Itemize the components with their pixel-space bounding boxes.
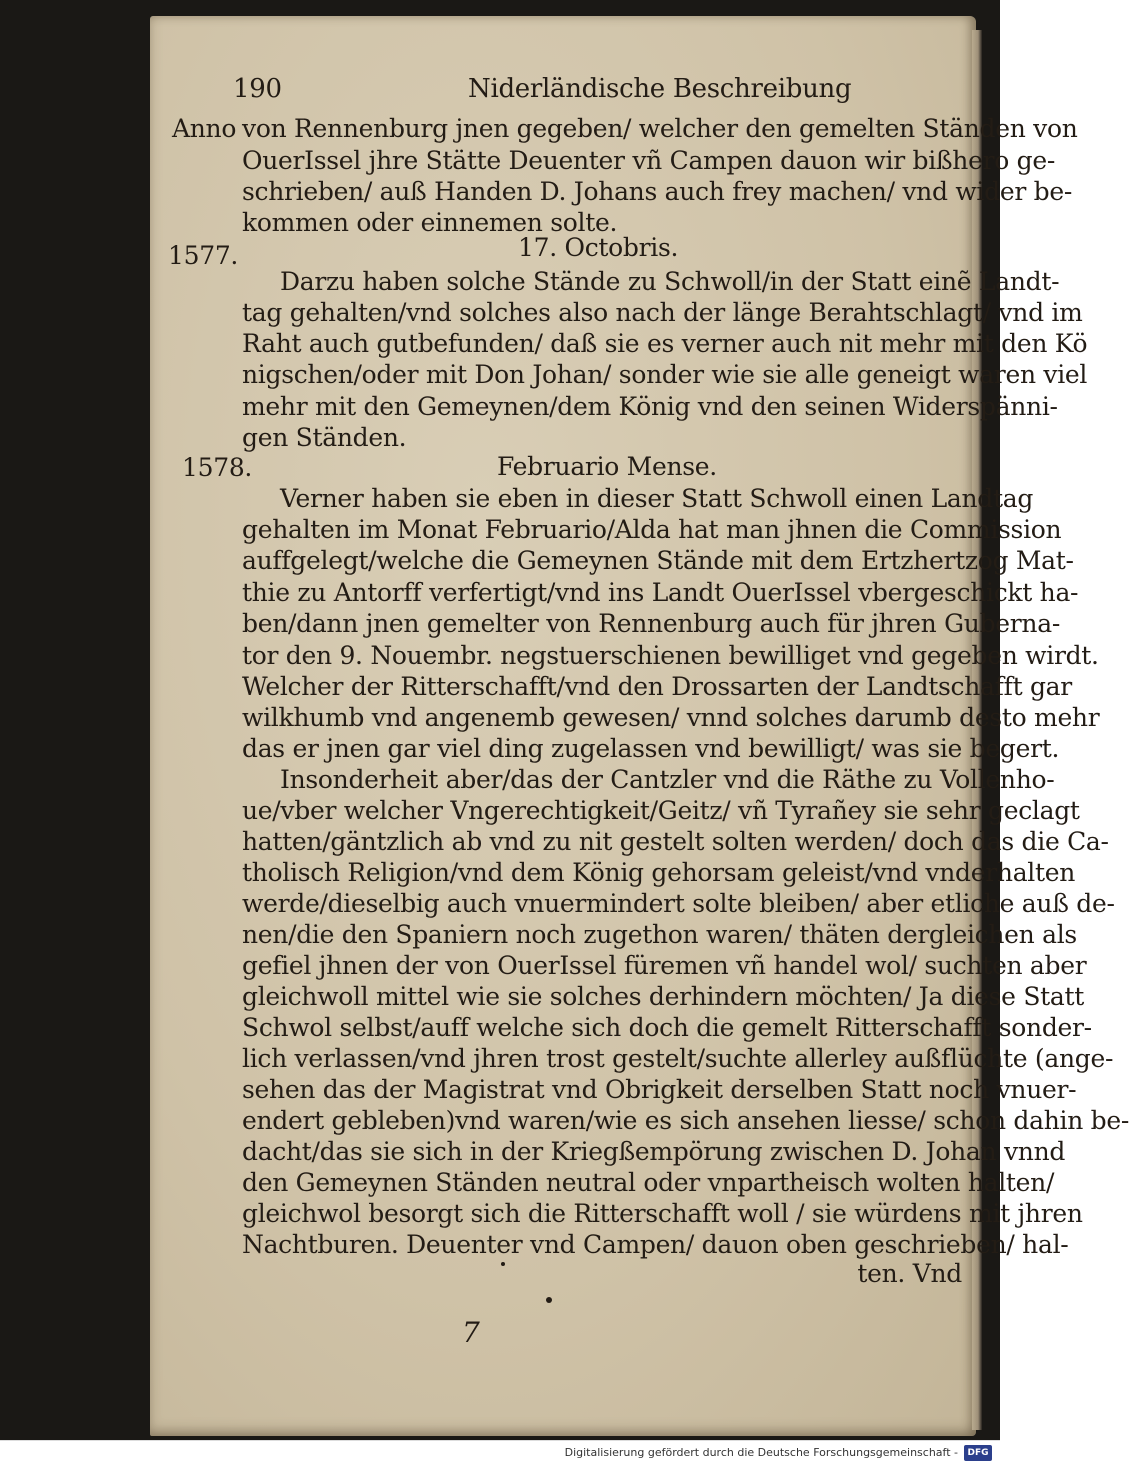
text-line: dacht/das sie sich in der Kriegßempörung zwischen D. Johan vnnd [242, 1137, 1066, 1166]
text-line: sehen das der Magistrat vnd Obrigkeit derselben Statt noch vnuer- [242, 1075, 1077, 1104]
margin-anno: Anno [172, 114, 237, 143]
section-heading: Februario Mense. [497, 452, 717, 481]
margin-year-1577: 1577. [168, 241, 239, 270]
text-line: endert gebleben)vnd waren/wie es sich ansehen liesse/ schon dahin be- [242, 1106, 1129, 1135]
text-line: den Gemeynen Ständen neutral oder vnpartheisch wolten halten/ [242, 1168, 1055, 1197]
ink-dot [501, 1262, 505, 1266]
text-line: das er jnen gar viel ding zugelassen vnd bewilligt/ was sie begert. [242, 734, 1060, 763]
text-line: hatten/gäntzlich ab vnd zu nit gestelt solten werden/ doch das die Ca- [242, 827, 1109, 856]
text-line: lich verlassen/vnd jhren trost gestelt/suchte allerley außflüchte (ange- [242, 1044, 1114, 1073]
text-line: Verner haben sie eben in dieser Statt Schwoll einen Landtag [280, 484, 1034, 513]
text-line: gehalten im Monat Februario/Alda hat man jhnen die Commission [242, 515, 1062, 544]
text-line: tor den 9. Nouembr. negstuerschienen bewilliget vnd gegeben wirdt. [242, 641, 1099, 670]
text-line: gleichwoll mittel wie sie solches derhindern möchten/ Ja diese Statt [242, 982, 1084, 1011]
text-line: wilkhumb vnd angenemb gewesen/ vnnd solches darumb desto mehr [242, 703, 1100, 732]
catchword-line: ten. Vnd [857, 1259, 962, 1288]
text-line: Nachtburen. Deuenter vnd Campen/ dauon oben geschrieben/ hal- [242, 1230, 1069, 1259]
text-line: Schwol selbst/auff welche sich doch die gemelt Ritterschafft sonder- [242, 1013, 1092, 1042]
text-line: ben/dann jnen gemelter von Rennenburg auch für jhren Guberna- [242, 609, 1060, 638]
text-line: mehr mit den Gemeynen/dem König vnd den seinen Widerspänni- [242, 392, 1058, 421]
page-number: 190 [233, 74, 282, 104]
text-line: OuerIssel jhre Stätte Deuenter vñ Campen dauon wir bißhero ge- [242, 146, 1055, 175]
text-line: thie zu Antorff verfertigt/vnd ins Landt OuerIssel vbergeschickt ha- [242, 578, 1079, 607]
text-line: werde/dieselbig auch vnuermindert solte bleiben/ aber etliche auß de- [242, 889, 1115, 918]
text-line: Darzu haben solche Stände zu Schwoll/in der Statt einẽ Landt- [280, 267, 1060, 296]
text-line: ue/vber welcher Vngerechtigkeit/Geitz/ vñ Tyrañey sie sehr geclagt [242, 796, 1080, 825]
margin-year-1578: 1578. [182, 453, 253, 482]
text-line: gefiel jhnen der von OuerIssel füremen vñ handel wol/ suchten aber [242, 951, 1087, 980]
bottom-mark: 7 [462, 1316, 480, 1349]
running-title: Niderländische Beschreibung [468, 74, 852, 104]
text-line: auffgelegt/welche die Gemeynen Stände mit dem Ertzhertzog Mat- [242, 546, 1074, 575]
footer-credit: Digitalisierung gefördert durch die Deutsche Forschungsgemeinschaft - [564, 1446, 958, 1459]
text-line: schrieben/ auß Handen D. Johans auch frey machen/ vnd wider be- [242, 177, 1072, 206]
text-line: gleichwol besorgt sich die Ritterschafft woll / sie würdens mit jhren [242, 1199, 1083, 1228]
text-line: tag gehalten/vnd solches also nach der länge Berahtschlagt/ vnd im [242, 298, 1083, 327]
footer-bar [0, 1440, 1000, 1467]
ink-dot [546, 1297, 552, 1303]
text-line: nen/die den Spaniern noch zugethon waren/ thäten dergleichen als [242, 920, 1077, 949]
text-line: tholisch Religion/vnd dem König gehorsam geleist/vnd vnderhalten [242, 858, 1076, 887]
dfg-logo: DFG [964, 1445, 992, 1461]
text-line: Raht auch gutbefunden/ daß sie es verner auch nit mehr mit den Kö [242, 329, 1088, 358]
text-line: Insonderheit aber/das der Cantzler vnd die Räthe zu Vollenho- [280, 765, 1055, 794]
text-line: gen Ständen. [242, 423, 407, 452]
section-heading: 17. Octobris. [518, 233, 679, 262]
text-line: Welcher der Ritterschafft/vnd den Drossarten der Landtschafft gar [242, 672, 1072, 701]
text-line: nigschen/oder mit Don Johan/ sonder wie sie alle geneigt waren viel [242, 360, 1088, 389]
text-line: kommen oder einnemen solte. [242, 208, 618, 237]
text-line: von Rennenburg jnen gegeben/ welcher den gemelten Ständen von [242, 114, 1078, 143]
